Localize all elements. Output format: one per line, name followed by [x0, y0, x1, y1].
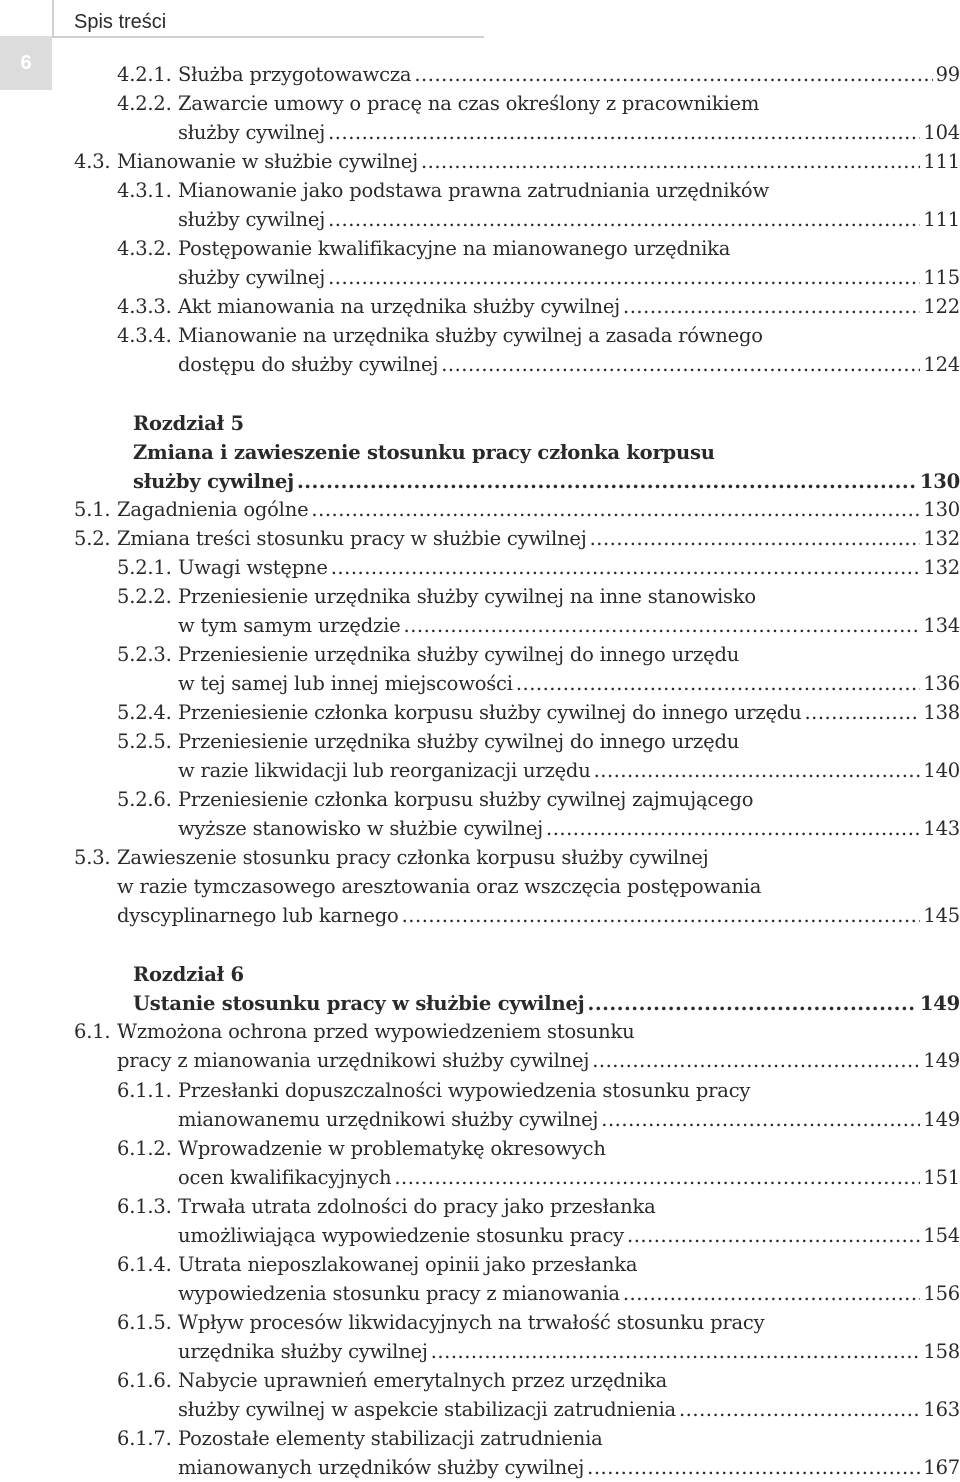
toc-entry-title: Przeniesienie urzędnika służby cywilnej na inne stanowisko: [178, 585, 756, 608]
toc-entry-page: 99: [935, 63, 960, 86]
leader-dots: [441, 350, 920, 379]
leader-dots: [311, 495, 920, 524]
toc-entry: [178, 756, 960, 785]
toc-entry-title: Służba przygotowawcza: [178, 63, 412, 86]
toc-entry-title: Zmiana treści stosunku pracy w służbie cywilnej: [117, 527, 587, 550]
toc-entry-page: 122: [923, 295, 960, 318]
toc-entry: [133, 409, 244, 438]
toc-entry-title: Mianowanie w służbie cywilnej: [117, 150, 418, 173]
leader-dots: [328, 118, 920, 147]
toc-entry: [178, 1395, 960, 1424]
running-head: Spis treści: [74, 11, 167, 33]
leader-dots: [588, 989, 917, 1018]
margin-rule-vertical: [52, 0, 54, 36]
leader-dots: [331, 553, 921, 582]
toc-entry: [117, 698, 960, 727]
toc-entry-title: Mianowanie na urzędnika służby cywilnej a zasada równego: [178, 324, 763, 347]
toc-entry-page: 143: [923, 817, 960, 840]
toc-entry-number: 6.1.3.: [117, 1195, 172, 1218]
toc-entry: [117, 176, 769, 205]
toc-entry-title: służby cywilnej: [178, 266, 326, 289]
page-number-tab: [0, 36, 52, 90]
toc-entry-page: 140: [923, 759, 960, 782]
leader-dots: [623, 1279, 921, 1308]
toc-entry-page: 104: [923, 121, 960, 144]
toc-entry: [178, 1163, 960, 1192]
toc-entry-title: Uwagi wstępne: [178, 556, 328, 579]
toc-entry: [178, 263, 960, 292]
toc-entry-title: mianowanych urzędników służby cywilnej: [178, 1456, 585, 1479]
toc-entry-title: w razie tymczasowego aresztowania oraz wszczęcia postępowania: [117, 875, 762, 898]
toc-entry: [178, 669, 960, 698]
toc-entry: [117, 1250, 637, 1279]
toc-entry-page: 130: [919, 470, 960, 493]
toc-entry-title: dyscyplinarnego lub karnego: [117, 904, 399, 927]
toc-entry-title: w tym samym urzędzie: [178, 614, 401, 637]
toc-entry-number: 6.1.: [74, 1020, 111, 1043]
toc-entry-number: 4.3.3.: [117, 295, 172, 318]
toc-entry-title: Przeniesienie członka korpusu służby cywilnej do innego urzędu: [178, 701, 802, 724]
toc-entry: [178, 1105, 960, 1134]
page-number: 6: [20, 51, 32, 74]
leader-dots: [402, 901, 921, 930]
toc-entry-number: 5.2.2.: [117, 585, 172, 608]
toc-entry-page: 154: [923, 1224, 960, 1247]
toc-entry-number: 4.3.1.: [117, 179, 172, 202]
toc-entry-title: Nabycie uprawnień emerytalnych przez urzędnika: [178, 1369, 668, 1392]
toc-entry: [117, 785, 753, 814]
toc-entry: [117, 901, 960, 930]
leader-dots: [587, 1453, 920, 1482]
toc-entry: [133, 438, 715, 467]
toc-entry-title: służby cywilnej: [178, 121, 326, 144]
toc-entry-title: służby cywilnej w aspekcie stabilizacji zatrudnienia: [178, 1398, 676, 1421]
leader-dots: [414, 60, 932, 89]
toc-entry: [117, 727, 739, 756]
toc-entry: [117, 60, 960, 89]
toc-entry-title: w razie likwidacji lub reorganizacji urzędu: [178, 759, 591, 782]
leader-dots: [592, 1046, 920, 1075]
toc-entry-page: 149: [923, 1108, 960, 1131]
toc-entry-title: pracy z mianowania urzędnikowi służby cywilnej: [117, 1049, 590, 1072]
toc-entry: [117, 1366, 667, 1395]
toc-entry-page: 149: [923, 1049, 960, 1072]
toc-entry-page: 134: [923, 614, 960, 637]
toc-entry-title: umożliwiająca wypowiedzenie stosunku pracy: [178, 1224, 624, 1247]
toc-entry-number: 6.1.2.: [117, 1137, 172, 1160]
toc-entry-number: 5.2.4.: [117, 701, 172, 724]
toc-entry-page: 115: [923, 266, 960, 289]
toc-entry-number: 5.3.: [74, 846, 111, 869]
toc-entry-page: 156: [923, 1282, 960, 1305]
toc-entry-number: 6.1.7.: [117, 1427, 172, 1450]
toc-entry-title: urzędnika służby cywilnej: [178, 1340, 428, 1363]
leader-dots: [804, 698, 920, 727]
toc-entry: [74, 495, 960, 524]
leader-dots: [297, 467, 917, 496]
toc-entry-title: Przeniesienie członka korpusu służby cywilnej zajmującego: [178, 788, 754, 811]
toc-entry-number: 5.2.1.: [117, 556, 172, 579]
toc-entry-page: 124: [923, 353, 960, 376]
toc-entry-number: 6.1.4.: [117, 1253, 172, 1276]
toc-entry-page: 138: [923, 701, 960, 724]
toc-entry: [178, 1337, 960, 1366]
toc-entry-title: Trwała utrata zdolności do pracy jako przesłanka: [178, 1195, 656, 1218]
toc-entry-page: 167: [923, 1456, 960, 1479]
toc-entry-title: Rozdział 5: [133, 412, 244, 435]
toc-entry: [178, 1279, 960, 1308]
toc-entry-title: Zmiana i zawieszenie stosunku pracy członka korpusu: [133, 441, 715, 464]
toc-entry-title: Przeniesienie urzędnika służby cywilnej do innego urzędu: [178, 730, 740, 753]
toc-entry-title: służby cywilnej: [178, 208, 326, 231]
toc-entry-number: 4.2.1.: [117, 63, 172, 86]
toc-entry: [117, 1134, 606, 1163]
toc-entry: [117, 1076, 750, 1105]
toc-entry-title: w tej samej lub innej miejscowości: [178, 672, 513, 695]
toc-entry: [117, 640, 739, 669]
toc-entry: [117, 872, 761, 901]
toc-entry: [117, 553, 960, 582]
toc-entry: [178, 350, 960, 379]
toc-entry-number: 6.1.1.: [117, 1079, 172, 1102]
toc-entry-title: służby cywilnej: [133, 470, 294, 493]
toc-entry-page: 132: [923, 556, 960, 579]
toc-entry-number: 4.2.2.: [117, 92, 172, 115]
toc-entry: [133, 989, 960, 1018]
toc-entry: [117, 1046, 960, 1075]
toc-entry: [117, 1192, 656, 1221]
toc-entry: [74, 843, 709, 872]
toc-entry-page: 158: [923, 1340, 960, 1363]
toc-entry-number: 5.1.: [74, 498, 111, 521]
toc-entry-title: Zagadnienia ogólne: [117, 498, 309, 521]
toc-entry-title: Przesłanki dopuszczalności wypowiedzenia stosunku pracy: [178, 1079, 751, 1102]
toc-entry: [178, 814, 960, 843]
toc-entry-page: 145: [923, 904, 960, 927]
toc-entry-page: 130: [923, 498, 960, 521]
leader-dots: [431, 1337, 921, 1366]
toc-entry: [74, 147, 960, 176]
leader-dots: [394, 1163, 920, 1192]
toc-entry-title: Wprowadzenie w problematykę okresowych: [178, 1137, 606, 1160]
toc-entry-page: 151: [923, 1166, 960, 1189]
toc-entry: [178, 1453, 960, 1482]
toc-entry-number: 5.2.: [74, 527, 111, 550]
toc-entry: [178, 611, 960, 640]
leader-dots: [546, 814, 920, 843]
toc-entry-number: 5.2.3.: [117, 643, 172, 666]
leader-dots: [627, 1221, 920, 1250]
toc-entry-page: 111: [923, 150, 960, 173]
toc-entry: [117, 1308, 764, 1337]
toc-entry-page: 163: [923, 1398, 960, 1421]
toc-entry: [74, 524, 960, 553]
toc-entry: [178, 1221, 960, 1250]
toc-entry-title: dostępu do służby cywilnej: [178, 353, 439, 376]
toc-entry: [117, 234, 730, 263]
toc-entry: [178, 118, 960, 147]
toc-entry-page: 136: [923, 672, 960, 695]
toc-entry-title: Rozdział 6: [133, 963, 244, 986]
toc-entry-number: 4.3.: [74, 150, 111, 173]
toc-entry: [117, 89, 759, 118]
leader-dots: [328, 205, 920, 234]
leader-dots: [328, 263, 920, 292]
toc-entry: [117, 1424, 603, 1453]
toc-entry-title: Ustanie stosunku pracy w służbie cywilnej: [133, 992, 585, 1015]
leader-dots: [623, 292, 920, 321]
leader-dots: [590, 524, 921, 553]
toc-entry: [74, 1017, 635, 1046]
toc-entry-number: 4.3.4.: [117, 324, 172, 347]
toc-entry-title: Wzmożona ochrona przed wypowiedzeniem stosunku: [117, 1020, 635, 1043]
toc-entry-title: Utrata nieposzlakowanej opinii jako przesłanka: [178, 1253, 638, 1276]
toc-entry-number: 4.3.2.: [117, 237, 172, 260]
toc-entry-number: 6.1.6.: [117, 1369, 172, 1392]
toc-entry-number: 5.2.6.: [117, 788, 172, 811]
toc-entry-title: wyższe stanowisko w służbie cywilnej: [178, 817, 544, 840]
toc-entry: [178, 205, 960, 234]
leader-dots: [421, 147, 920, 176]
toc-entry: [133, 467, 960, 496]
toc-entry-title: Pozostałe elementy stabilizacji zatrudnienia: [178, 1427, 603, 1450]
toc-entry: [117, 321, 763, 350]
toc-entry: [117, 292, 960, 321]
leader-dots: [594, 756, 921, 785]
leader-dots: [516, 669, 921, 698]
header-rule: [52, 36, 484, 38]
leader-dots: [404, 611, 921, 640]
toc-entry-page: 111: [923, 208, 960, 231]
toc-entry-title: Przeniesienie urzędnika służby cywilnej do innego urzędu: [178, 643, 740, 666]
toc-entry-title: mianowanemu urzędnikowi służby cywilnej: [178, 1108, 599, 1131]
toc-entry: [133, 960, 244, 989]
toc-entry-page: 149: [919, 992, 960, 1015]
toc-entry-title: ocen kwalifikacyjnych: [178, 1166, 392, 1189]
toc-entry-title: Akt mianowania na urzędnika służby cywilnej: [178, 295, 621, 318]
toc-entry-number: 6.1.5.: [117, 1311, 172, 1334]
leader-dots: [679, 1395, 920, 1424]
toc-entry-title: Zawarcie umowy o pracę na czas określony z pracownikiem: [178, 92, 760, 115]
toc-entry-title: Postępowanie kwalifikacyjne na mianowanego urzędnika: [178, 237, 731, 260]
leader-dots: [601, 1105, 920, 1134]
toc-entry: [117, 582, 756, 611]
toc-entry-title: Wpływ procesów likwidacyjnych na trwałość stosunku pracy: [178, 1311, 765, 1334]
toc-entry-title: Zawieszenie stosunku pracy członka korpusu służby cywilnej: [117, 846, 709, 869]
toc-entry-title: Mianowanie jako podstawa prawna zatrudniania urzędników: [178, 179, 769, 202]
toc-entry-page: 132: [923, 527, 960, 550]
toc-entry-title: wypowiedzenia stosunku pracy z mianowania: [178, 1282, 620, 1305]
toc-entry-number: 5.2.5.: [117, 730, 172, 753]
